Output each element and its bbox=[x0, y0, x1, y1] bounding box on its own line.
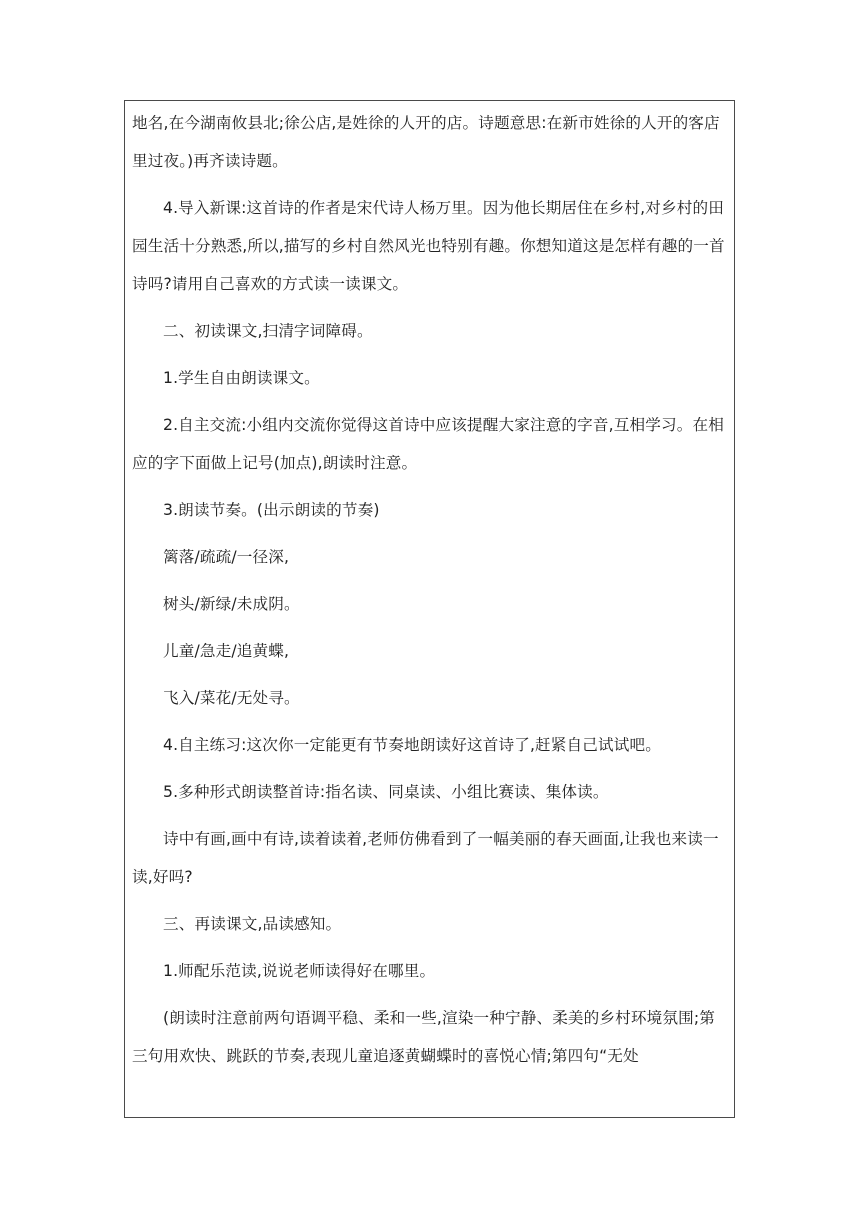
lesson-plan-content bbox=[132, 104, 730, 1075]
section-heading-first-reading: 二、初读课文,扫清字词障碍。 bbox=[163, 322, 373, 340]
paragraph-step-1: 1.学生自由朗读课文。 bbox=[163, 369, 320, 387]
section-heading-rereading: 三、再读课文,品读感知。 bbox=[163, 915, 342, 933]
poem-line-2: 树头/新绿/未成阴。 bbox=[163, 595, 300, 613]
paragraph-step-4: 4.自主练习:这次你一定能更有节奏地朗读好这首诗了,赶紧自己试试吧。 bbox=[163, 736, 662, 754]
paragraph-step-2: 2.自主交流:小组内交流你觉得这首诗中应该提醒大家注意的字音,互相学习。在相应的字下面做上记号(加点),朗读时注意。 bbox=[132, 416, 724, 472]
paragraph-poem-title-note: 地名,在今湖南攸县北;徐公店,是姓徐的人开的店。诗题意思:在新市姓徐的人开的客店里过夜。)再齐读诗题。 bbox=[132, 114, 720, 170]
paragraph-step-5: 5.多种形式朗读整首诗:指名读、同桌读、小组比赛读、集体读。 bbox=[163, 783, 609, 801]
poem-line-4: 飞入/菜花/无处寻。 bbox=[163, 689, 300, 707]
paragraph-teacher-reading: 1.师配乐范读,说说老师读得好在哪里。 bbox=[163, 962, 436, 980]
poem-line-3: 儿童/急走/追黄蝶, bbox=[163, 642, 290, 660]
paragraph-step-3: 3.朗读节奏。(出示朗读的节奏) bbox=[163, 501, 380, 519]
poem-line-1: 篱落/疏疏/一径深, bbox=[163, 548, 290, 566]
paragraph-introduction: 4.导入新课:这首诗的作者是宋代诗人杨万里。因为他长期居住在乡村,对乡村的田园生活十分熟悉,所以,描写的乡村自然风光也特别有趣。你想知道这是怎样有趣的一首诗吗?请用自己喜欢的方式读一读课文。 bbox=[132, 199, 725, 293]
paragraph-picture-poem: 诗中有画,画中有诗,读着读着,老师仿佛看到了一幅美丽的春天画面,让我也来读一读,好吗? bbox=[132, 830, 719, 886]
paragraph-reading-notes: (朗读时注意前两句语调平稳、柔和一些,渲染一种宁静、柔美的乡村环境氛围;第三句用欢快、跳跃的节奏,表现儿童追逐黄蝴蝶时的喜悦心情;第四句“无处 bbox=[132, 1009, 716, 1065]
